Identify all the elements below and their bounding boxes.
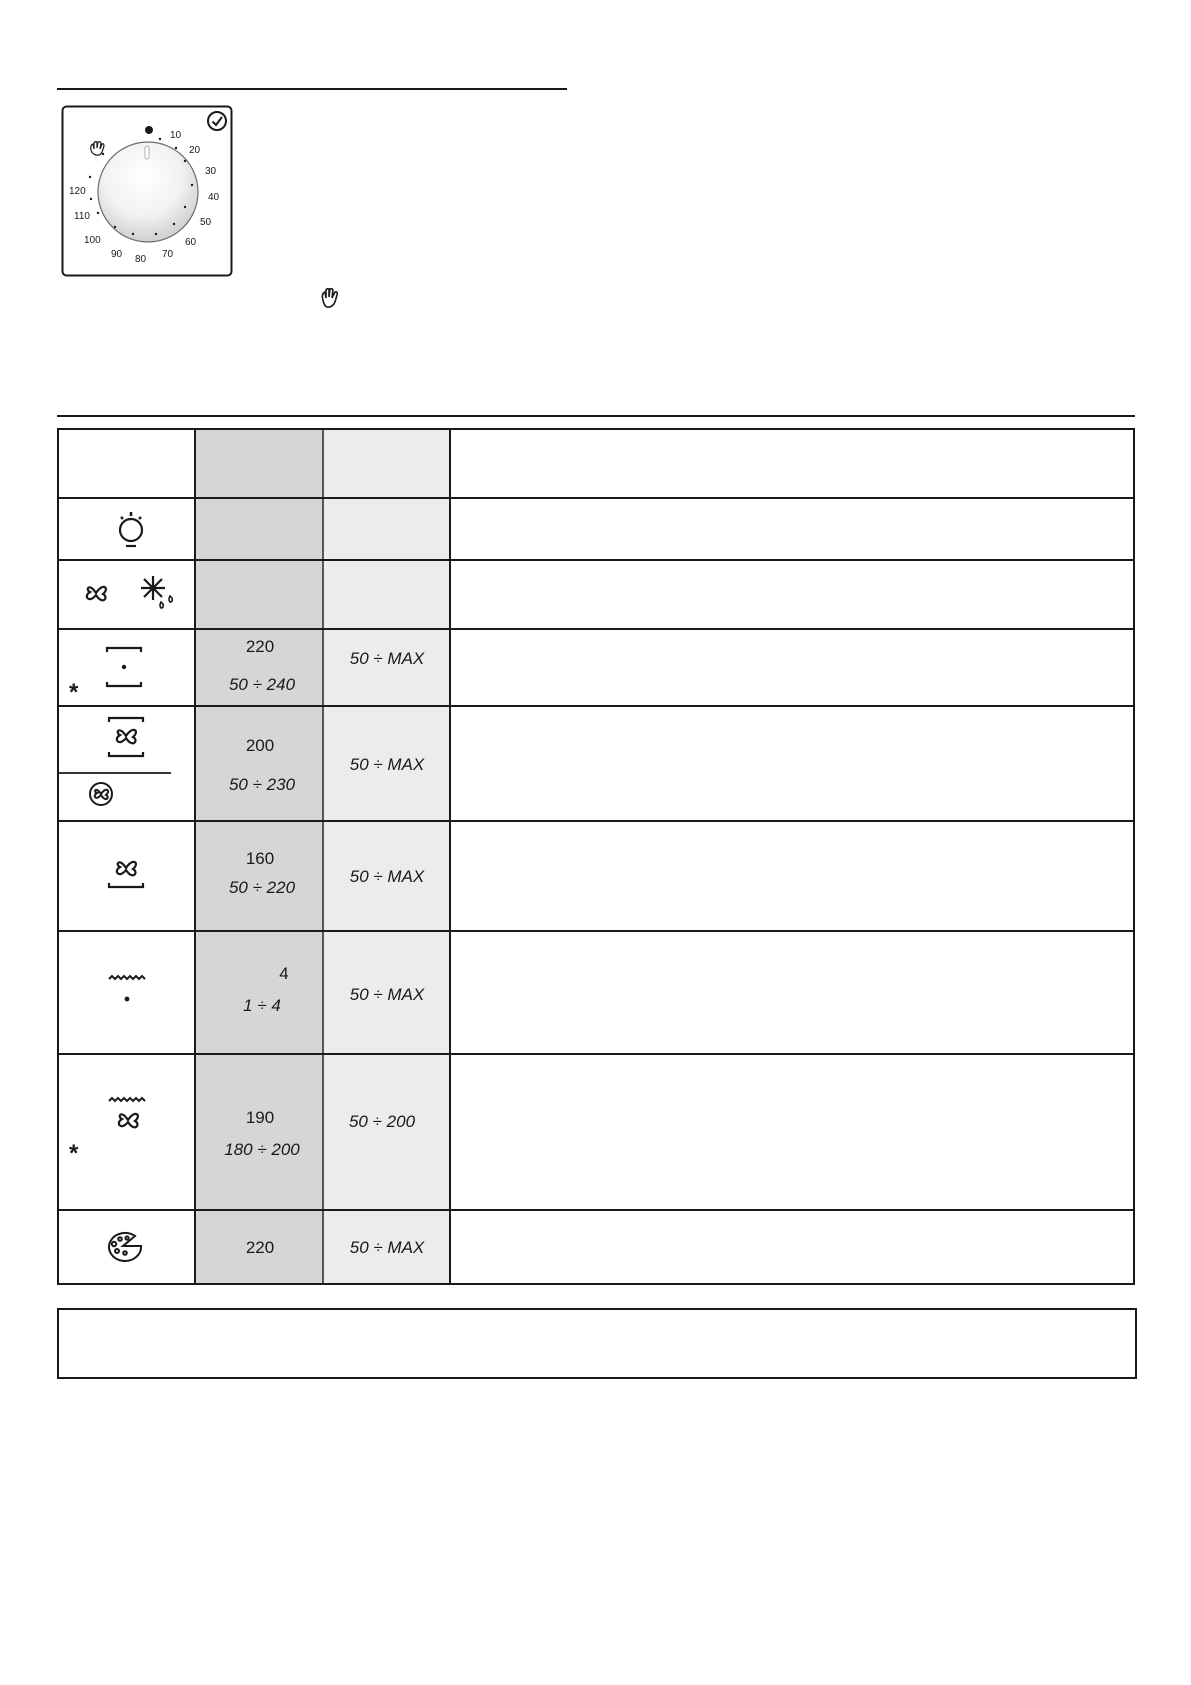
tick-label: 80 [135, 254, 147, 265]
fan-assisted-with-ring-element-icon [109, 718, 143, 756]
tick-dot [175, 147, 177, 149]
tick-label: 40 [208, 192, 220, 203]
tick-dot [97, 212, 99, 214]
tick-label: 30 [205, 166, 217, 177]
default-temp: 220 [245, 1238, 275, 1257]
temp-range: 50 ÷ 240 [228, 675, 296, 694]
oven-function-table [57, 428, 1135, 1285]
conventional-heating-icon [107, 648, 141, 686]
table-section-rule [57, 415, 1135, 417]
tick-label: 90 [111, 249, 123, 260]
asterisk-note: * [69, 1140, 79, 1167]
fan-with-bottom-heat-icon [109, 862, 143, 887]
column-top-range [323, 428, 450, 1285]
tick-label: 70 [162, 249, 174, 260]
tick-dot [90, 198, 92, 200]
top-range: 50 ÷ MAX [349, 755, 425, 774]
timer-dial-panel [61, 105, 233, 277]
tick-label: 10 [170, 130, 182, 141]
top-range: 50 ÷ 200 [348, 1112, 416, 1131]
tick-label: 20 [189, 145, 201, 156]
fan-icon [87, 587, 106, 600]
oven-lamp-icon [120, 512, 142, 546]
default-temp: 190 [245, 1108, 275, 1127]
tick-dot [102, 153, 104, 155]
top-range: 50 ÷ MAX [349, 1238, 425, 1257]
top-range: 50 ÷ MAX [349, 867, 425, 886]
tick-dot [191, 184, 193, 186]
dial-zero-dot [145, 126, 153, 134]
tick-label: 60 [185, 237, 197, 248]
temp-range: 180 ÷ 200 [224, 1140, 300, 1159]
manual-hand-icon [319, 287, 343, 311]
fan-circulation-icon [90, 783, 112, 805]
tick-dot [159, 138, 161, 140]
tick-dot [89, 176, 91, 178]
knob-indicator [145, 146, 149, 159]
tick-label: 50 [200, 217, 212, 228]
default-temp: 220 [245, 637, 275, 656]
top-range: 50 ÷ MAX [349, 985, 425, 1004]
tick-label: 110 [74, 211, 90, 222]
defrost-icon [141, 576, 172, 608]
temp-range: 1 ÷ 4 [243, 996, 281, 1015]
default-temp: 4 [279, 964, 289, 983]
tick-dot [173, 223, 175, 225]
tick-dot [114, 226, 116, 228]
fan-grill-icon [109, 1098, 145, 1127]
tick-label: 100 [84, 235, 101, 246]
tick-dot [184, 206, 186, 208]
top-range: 50 ÷ MAX [349, 649, 425, 668]
tick-dot [155, 233, 157, 235]
note-box [57, 1308, 1137, 1379]
grill-icon [109, 976, 145, 1001]
default-temp: 160 [245, 849, 275, 868]
asterisk-note: * [69, 679, 79, 706]
top-section-rule [57, 88, 567, 90]
default-temp: 200 [245, 736, 275, 755]
tick-dot [184, 160, 186, 162]
temp-range: 50 ÷ 220 [228, 878, 296, 897]
pizza-icon [109, 1233, 141, 1261]
temp-range: 50 ÷ 230 [228, 775, 296, 794]
tick-label: 120 [69, 186, 86, 197]
tick-dot [132, 233, 134, 235]
